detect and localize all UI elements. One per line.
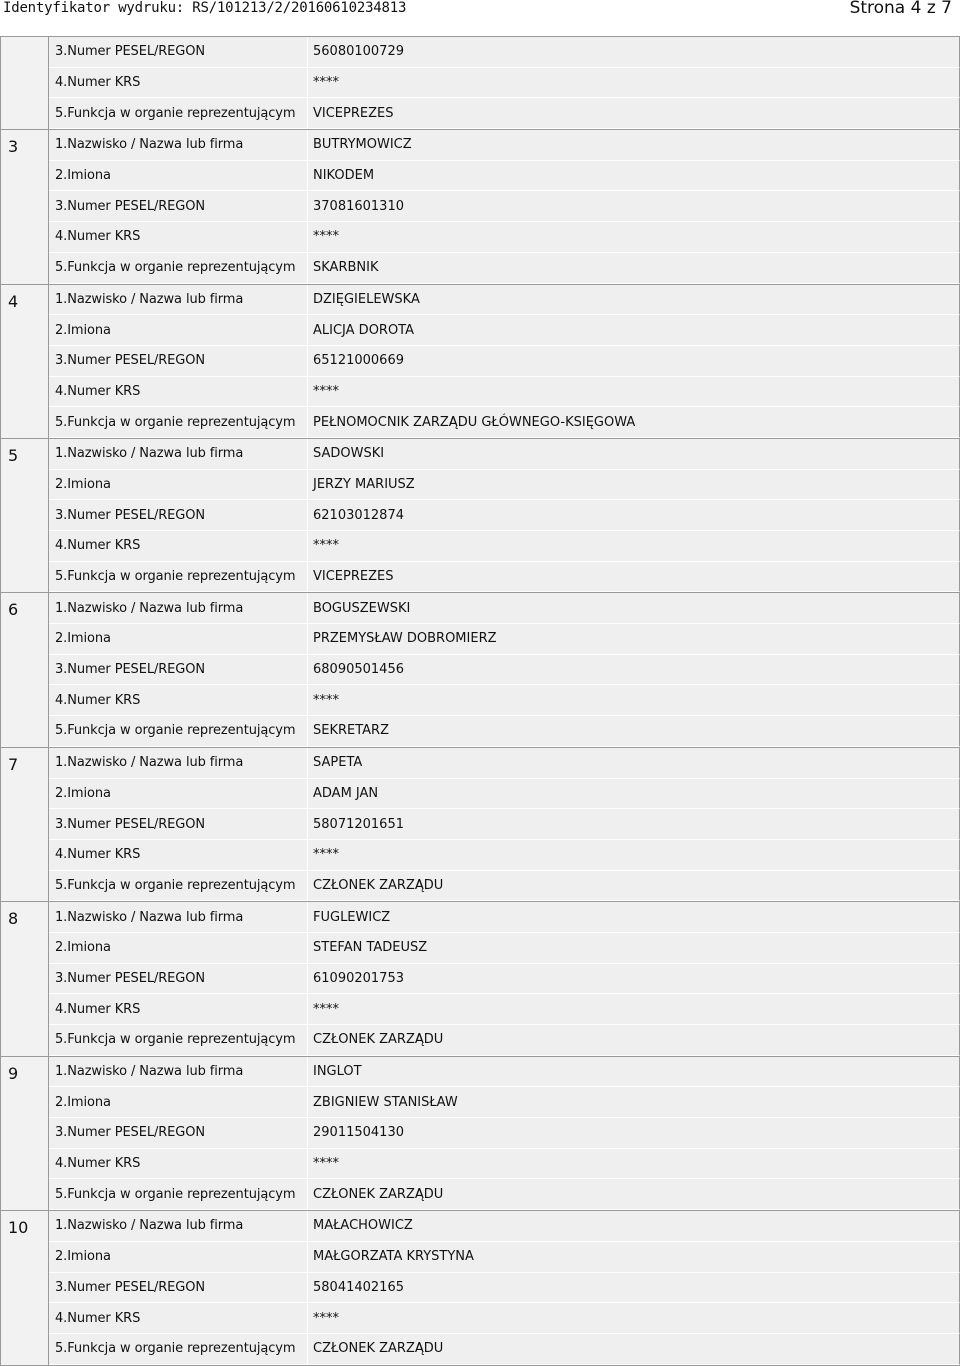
field-row [49,685,960,716]
field-row [49,748,960,779]
field-row [49,407,960,438]
field-label: 3.Numer PESEL/REGON [55,198,206,214]
field-label: 3.Numer PESEL/REGON [55,970,206,986]
field-label: 5.Funkcja w organie reprezentującym [55,1032,296,1048]
field-label: 4.Numer KRS [55,383,141,399]
field-row [49,809,960,840]
field-label: 5.Funkcja w organie reprezentującym [55,414,296,430]
field-value: CZŁONEK ZARZĄDU [307,1025,959,1055]
field-row [49,716,960,747]
person-entry [1,130,960,284]
field-label: 4.Numer KRS [55,692,141,708]
field-label: 5.Funkcja w organie reprezentującym [55,260,296,276]
entry-index: 9 [1,1057,49,1210]
field-label: 1.Nazwisko / Nazwa lub firma [55,137,244,153]
field-value: 29011504130 [307,1118,959,1148]
field-label: 2.Imiona [55,785,111,801]
field-label: 4.Numer KRS [55,1310,141,1326]
field-row [49,1179,960,1210]
field-row [49,222,960,253]
entry-fields [49,37,960,129]
field-row [49,624,960,655]
person-entry [1,1057,960,1211]
field-value: 56080100729 [307,37,959,67]
field-label: 4.Numer KRS [55,1001,141,1017]
entry-fields [49,902,960,1055]
field-label: 3.Numer PESEL/REGON [55,1279,206,1295]
field-label: 2.Imiona [55,631,111,647]
field-value: PRZEMYSŁAW DOBROMIERZ [307,624,959,654]
entry-fields [49,439,960,592]
field-label: 2.Imiona [55,476,111,492]
field-value: 37081601310 [307,191,959,221]
field-row [49,1057,960,1088]
field-row [49,161,960,192]
field-label: 5.Funkcja w organie reprezentującym [55,1341,296,1357]
field-value: BOGUSZEWSKI [307,593,959,623]
field-row [49,68,960,99]
field-value: VICEPREZES [307,562,959,592]
field-label: 4.Numer KRS [55,75,141,91]
field-value: 68090501456 [307,655,959,685]
page-number: Strona 4 z 7 [849,0,952,18]
field-label: 5.Funkcja w organie reprezentującym [55,1186,296,1202]
field-row [49,994,960,1025]
field-value: CZŁONEK ZARZĄDU [307,1334,959,1364]
field-label: 1.Nazwisko / Nazwa lub firma [55,446,244,462]
field-row [49,902,960,933]
field-row [49,191,960,222]
field-label: 1.Nazwisko / Nazwa lub firma [55,755,244,771]
field-row [49,470,960,501]
field-value: MAŁACHOWICZ [307,1211,959,1241]
field-label: 3.Numer PESEL/REGON [55,816,206,832]
entry-fields [49,593,960,746]
field-label: 3.Numer PESEL/REGON [55,662,206,678]
field-label: 4.Numer KRS [55,538,141,554]
person-entry [1,1211,960,1365]
field-value: ZBIGNIEW STANISŁAW [307,1087,959,1117]
field-value: **** [307,377,959,407]
entry-fields [49,130,960,283]
field-row [49,1273,960,1304]
field-value: JERZY MARIUSZ [307,470,959,500]
field-row [49,37,960,68]
field-label: 3.Numer PESEL/REGON [55,1125,206,1141]
field-value: **** [307,222,959,252]
field-value: MAŁGORZATA KRYSTYNA [307,1242,959,1272]
print-header [0,0,960,24]
person-entry [1,439,960,593]
field-row [49,1149,960,1180]
print-identifier: Identyfikator wydruku: RS/101213/2/20160610234813 [3,0,407,16]
field-label: 1.Nazwisko / Nazwa lub firma [55,291,244,307]
field-label: 5.Funkcja w organie reprezentującym [55,105,296,121]
entry-index: 3 [1,130,49,283]
field-row [49,130,960,161]
field-row [49,377,960,408]
field-row [49,253,960,284]
field-row [49,1242,960,1273]
field-label: 3.Numer PESEL/REGON [55,507,206,523]
field-row [49,1025,960,1056]
field-row [49,1211,960,1242]
field-label: 1.Nazwisko / Nazwa lub firma [55,1064,244,1080]
field-row [49,933,960,964]
entry-fields [49,285,960,438]
field-value: **** [307,531,959,561]
field-label: 4.Numer KRS [55,1156,141,1172]
field-value: **** [307,1303,959,1333]
field-value: 58071201651 [307,809,959,839]
field-value: **** [307,994,959,1024]
field-row [49,98,960,129]
entry-fields [49,1211,960,1364]
field-label: 4.Numer KRS [55,229,141,245]
entry-index [1,37,49,129]
field-row [49,285,960,316]
field-value: NIKODEM [307,161,959,191]
field-label: 5.Funkcja w organie reprezentującym [55,877,296,893]
field-row [49,1118,960,1149]
field-value: VICEPREZES [307,98,959,128]
field-label: 2.Imiona [55,940,111,956]
field-label: 2.Imiona [55,1094,111,1110]
field-value: DZIĘGIELEWSKA [307,285,959,315]
field-label: 1.Nazwisko / Nazwa lub firma [55,1218,244,1234]
representatives-table [0,36,960,1366]
field-value: BUTRYMOWICZ [307,130,959,160]
field-label: 2.Imiona [55,322,111,338]
field-value: SAPETA [307,748,959,778]
field-value: FUGLEWICZ [307,902,959,932]
field-row [49,840,960,871]
entry-index: 10 [1,1211,49,1364]
field-row [49,593,960,624]
field-value: SADOWSKI [307,439,959,469]
field-value: CZŁONEK ZARZĄDU [307,871,959,901]
field-value: ALICJA DOROTA [307,315,959,345]
person-entry [1,748,960,902]
person-entry [1,285,960,439]
field-value: 58041402165 [307,1273,959,1303]
field-value: **** [307,68,959,98]
field-value: SKARBNIK [307,253,959,283]
field-row [49,315,960,346]
field-label: 1.Nazwisko / Nazwa lub firma [55,600,244,616]
field-row [49,1334,960,1365]
field-row [49,346,960,377]
field-value: CZŁONEK ZARZĄDU [307,1179,959,1209]
entry-index: 4 [1,285,49,438]
field-value: PEŁNOMOCNIK ZARZĄDU GŁÓWNEGO-KSIĘGOWA [307,407,959,437]
field-row [49,871,960,902]
entry-index: 5 [1,439,49,592]
field-label: 2.Imiona [55,1249,111,1265]
field-label: 3.Numer PESEL/REGON [55,44,206,60]
entry-fields [49,1057,960,1210]
field-value: **** [307,1149,959,1179]
field-label: 5.Funkcja w organie reprezentującym [55,723,296,739]
field-value: **** [307,840,959,870]
field-label: 2.Imiona [55,168,111,184]
field-row [49,531,960,562]
field-label: 3.Numer PESEL/REGON [55,353,206,369]
person-entry [1,37,960,130]
field-row [49,655,960,686]
field-row [49,500,960,531]
field-label: 4.Numer KRS [55,847,141,863]
entry-index: 8 [1,902,49,1055]
field-label: 5.Funkcja w organie reprezentującym [55,569,296,585]
field-value: INGLOT [307,1057,959,1087]
field-value: ADAM JAN [307,779,959,809]
field-row [49,562,960,593]
field-value: 61090201753 [307,964,959,994]
entry-index: 6 [1,593,49,746]
field-row [49,1303,960,1334]
person-entry [1,902,960,1056]
entry-index: 7 [1,748,49,901]
field-row [49,779,960,810]
field-row [49,964,960,995]
field-value: **** [307,685,959,715]
entry-fields [49,748,960,901]
field-label: 1.Nazwisko / Nazwa lub firma [55,909,244,925]
person-entry [1,593,960,747]
field-row [49,1087,960,1118]
field-value: SEKRETARZ [307,716,959,746]
field-value: 65121000669 [307,346,959,376]
field-value: 62103012874 [307,500,959,530]
field-value: STEFAN TADEUSZ [307,933,959,963]
field-row [49,439,960,470]
